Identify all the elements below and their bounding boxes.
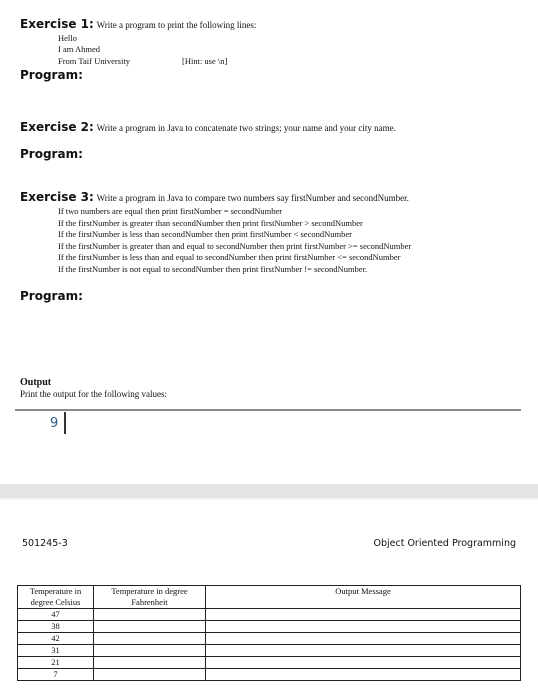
exercise-1-line-3: From Taif University <box>58 56 130 66</box>
table-header-row <box>18 586 521 609</box>
header-celsius: Temperature in degree Celsius <box>18 586 94 609</box>
message-cell[interactable] <box>206 645 521 657</box>
message-cell[interactable] <box>206 669 521 681</box>
fahrenheit-cell[interactable] <box>94 669 206 681</box>
exercise-3-heading <box>20 190 409 204</box>
message-cell[interactable] <box>206 633 521 645</box>
exercise-1-line-2: I am Ahmed <box>58 44 101 54</box>
exercise-1-heading <box>20 17 256 31</box>
message-cell[interactable] <box>206 657 521 669</box>
exercise-3-program-label: Program: <box>20 289 83 303</box>
header-fahrenheit: Temperature in degree Fahrenheit <box>94 586 206 609</box>
celsius-cell: 31 <box>18 645 94 657</box>
exercise-1-line-1: Hello <box>58 33 77 43</box>
table-row <box>18 621 521 633</box>
table-row <box>18 657 521 669</box>
message-cell[interactable] <box>206 609 521 621</box>
fahrenheit-cell[interactable] <box>94 645 206 657</box>
exercise-3-line-3: If the firstNumber is less than secondNumber then print firstNumber < secondNumber <box>58 229 352 239</box>
page-gap <box>0 484 538 498</box>
fahrenheit-cell[interactable] <box>94 609 206 621</box>
exercise-3-label: Exercise 3: <box>20 190 94 204</box>
horizontal-rule <box>15 409 521 411</box>
celsius-cell: 7 <box>18 669 94 681</box>
exercise-3-line-4: If the firstNumber is greater than and equal to secondNumber then print firstNumber >= secondNumber <box>58 241 412 251</box>
exercise-1-text: Write a program to print the following lines: <box>96 20 257 30</box>
exercise-2-text: Write a program in Java to concatenate two strings; your name and your city name. <box>96 123 396 133</box>
temperature-table <box>17 585 521 681</box>
celsius-cell: 38 <box>18 621 94 633</box>
celsius-cell: 42 <box>18 633 94 645</box>
exercise-2-label: Exercise 2: <box>20 120 94 134</box>
exercise-2-program-label: Program: <box>20 147 83 161</box>
text-cursor <box>64 412 66 434</box>
exercise-1-label: Exercise 1: <box>20 17 94 31</box>
exercise-3-line-5: If the firstNumber is less than and equal to secondNumber then print firstNumber <= secondNumber <box>58 252 401 262</box>
fahrenheit-cell[interactable] <box>94 657 206 669</box>
message-cell[interactable] <box>206 621 521 633</box>
header-output-message: Output Message <box>206 586 521 609</box>
celsius-cell: 21 <box>18 657 94 669</box>
table-row <box>18 609 521 621</box>
exercise-3-line-1: If two numbers are equal then print firstNumber = secondNumber <box>58 206 283 216</box>
exercise-1-hint: [Hint: use \n] <box>182 56 228 66</box>
course-name: Object Oriented Programming <box>373 538 516 549</box>
exercise-3-text: Write a program in Java to compare two numbers say firstNumber and secondNumber. <box>96 193 409 203</box>
course-code: 501245-3 <box>22 538 68 549</box>
output-subtitle: Print the output for the following values: <box>20 389 167 399</box>
exercise-3-line-6: If the firstNumber is not equal to secondNumber then print firstNumber != secondNumber. <box>58 264 368 274</box>
exercise-3-line-2: If the firstNumber is greater than secondNumber then print firstNumber > secondNumber <box>58 218 363 228</box>
fahrenheit-cell[interactable] <box>94 633 206 645</box>
output-title: Output <box>20 377 52 388</box>
fahrenheit-cell[interactable] <box>94 621 206 633</box>
celsius-cell: 47 <box>18 609 94 621</box>
input-value[interactable]: 9 <box>50 416 59 431</box>
exercise-1-program-label: Program: <box>20 68 83 82</box>
exercise-2-heading <box>20 120 396 134</box>
page-gap-edge <box>0 498 538 500</box>
table-row <box>18 633 521 645</box>
table-row <box>18 645 521 657</box>
table-row <box>18 669 521 681</box>
